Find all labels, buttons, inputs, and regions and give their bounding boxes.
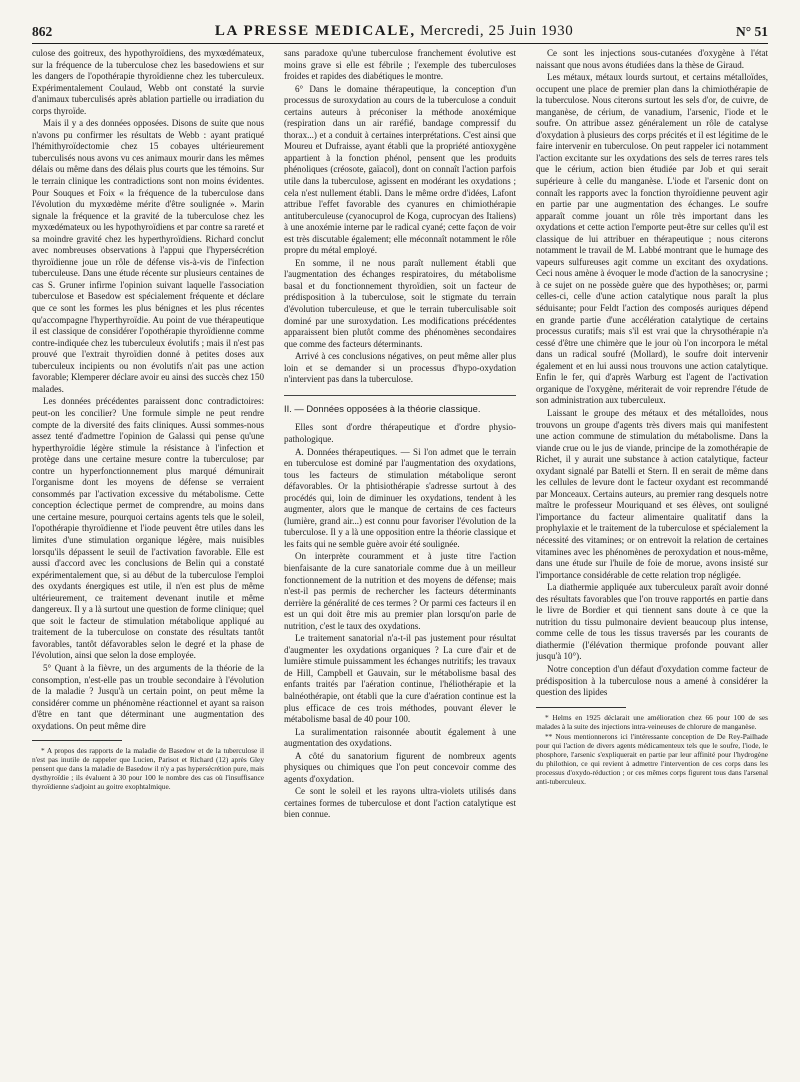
footnote-rule [536,707,626,708]
page-header [32,18,768,44]
paragraph: 5° Quant à la fièvre, un des arguments de la théorie de la consomption, n'est-elle pas un trouble secondaire à l'évolution de la maladie ? Jusqu'à un certain point, on peut même la considérer comme un phénomène réactionnel et ayant sa raison d'être en tant que déterminant une augmentation des oxydations. On peut même dire [32,662,264,731]
paragraph: Les métaux, métaux lourds surtout, et certains métalloïdes, occupent une place de premier plan dans la chimiothérapie de la tuberculose. Nous citerons surtout les sels d'or, de cuivre, de manganèse, de cérium, de vanadium, l'arsenic, l'iode et le soufre. On attribue assez généralement un rôle de catalyse d'oxydation à plusieurs des corps précités et il est légitime de le faire intervenir en tuberculose. On peut rappeler ici notamment l'action excitante sur les oxydations des sels de terres rares tels que le cérium, action bien étudiée par Job et qui serait supérieure à celle du manganèse. L'iode et l'arsenic dont on connaît les rapports avec la fonction thyroïdienne peuvent agir en partie par une augmentation des échanges. Le soufre apparaît comme jouant un rôle très important dans les oxydations et cette action l'emporte peut-être sur celles qu'il est classique de lui attribuer en thérapeutique ; nous citerons notamment le travail de M. Labbé montrant que le humage des vapeurs sulfureuses agit comme un excitant des oxydations. Ceci nous amène à évoquer le mode d'action de la sanocrysine ; à ce sujet on ne possède guère que des hypothèses; or, parmi celles-ci, celle d'une action catalytique nous paraît la plus séduisante; pour Feldt l'action des composés auriques dépend en grande partie d'une accélération catalytique de certains processus curatifs; mais s'il est vrai que la chrysothérapie n'a cessé d'être une chimère que le jour où l'on incorpora le métal dans un radical soufré (Mollard), le soufre doit intervenir également et en lui aussi nous trouvons une action catalytique. Enfin le fer, qui d'après Warburg est l'agent de l'activation organique de l'oxygène, mériterait de voir reprendre l'étude de son administration aux tuberculeux. [536,72,768,406]
journal-name: LA PRESSE MEDICALE, [214,23,416,39]
paragraph: Le traitement sanatorial n'a-t-il pas justement pour résultat d'augmenter les oxydations organiques ? La cure d'air et de lumière stimule puissamment les échanges nutritifs; les travaux de Hill, Campbell et Gauvain, sur le métabolisme basal des enfants traités par l'aération continue, l'héliothérapie et la balnéothérapie, ont établi que la cure d'aération continue est la plus efficace de ces trois méthodes, pouvant élever le métabolisme basal de 40 pour 100. [284,633,516,725]
footnote: ** Nous mentionnerons ici l'intéressante conception de De Rey-Pailhade pour qui l'action de divers agents médicamenteux tels que le soufre, l'iode, le phosphore, l'arsenic s'expliquerait en partie par leur affinité pour l'hydrogène du philothion, ce qui revient à admettre l'intervention de ces corps dans les processus d'oxydo-réduction ; or ces mêmes corps figurent tous dans l'arsenal anti-tuberculeux. [536,731,768,786]
footnote: * Helms en 1925 déclarait une amélioration chez 66 pour 100 de ses malades à la suite des injections intra-veineuses de chlorure de manganèse. [536,712,768,731]
paragraph: culose des goitreux, des hypothyroïdiens, des myxœdémateux, sur la fréquence de la tuberculose chez les basedowiens et sur les dangers de l'opothérapie thyroïdienne chez les tuberculeux. Expérimentalement Coulaud, Webb ont constaté la survie d'animaux tuberculisés après ablation partielle ou irradiation du corps thyroïde. [32,48,264,116]
issue-date: Mercredi, 25 Juin 1930 [420,23,574,39]
journal-title-line [215,23,573,40]
paragraph: A côté du sanatorium figurent de nombreux agents physiques ou chimiques que l'on peut concevoir comme des agents d'oxydation. [284,750,516,784]
section-heading: II. — Données opposées à la théorie classique. [284,395,516,415]
paragraph: Mais il y a des données opposées. Disons de suite que nous n'avons pu confirmer les résultats de Webb : ayant pratiqué l'hémithyroïdectomie chez 15 cobayes ultérieurement tuberculisés nous avons vu ces animaux mourir dans les mêmes délais ou même dans des délais plus courts que les témoins. Sur le terrain clinique les contradictions sont non moins évidentes. Pour Souques et Foix « la fréquence de la tuberculose dans l'évolution du myxœdème mérite d'être soulignée ». Marin signale la fréquence et la gravité de la tuberculose chez les myxœdémateux ou les hypothyroïdiens et par contre sa rareté et sa moindre gravité chez les hyperthyroïdiens. Richard conclut avec nombreuses observations à l'appui que l'hypersécrétion thyroïdienne joue un rôle de défense vis-à-vis de l'infection tuberculeuse. Dans une étude récente sur plusieurs centaines de cas S. Gruner infirme l'opinion suivant laquelle l'association tuberculose et Basedow est spécialement fréquente et déclare que ce sont les formes les plus bénignes et les plus récentes qu'accompagne l'hyperthyroïdie. Au point de vue thérapeutique il est classique de considérer l'opothérapie thyroïdienne comme contre-indiquée chez les tuberculeux évolutifs ; mais il n'est pas prouvé que l'extrait thyroïdien donné à petites doses aux tuberculeux incipients ou non évolutifs n'ait pas une action favorable; Klemperer déclare avoir eu ainsi des succès chez 150 malades. [32,118,264,394]
paragraph: 6° Dans le domaine thérapeutique, la conception d'un processus de suroxydation au cours de la tuberculose a conduit certains auteurs à préconiser la méthode anoxémique (respiration dans un air raréfié, bandage compressif du thorax...) et a conduit à certaines interprétations. C'est ainsi que Moureu et Dufraisse, ayant établi que la propriété antioxygène appartient à la fonction phénol, pensent que les produits phénoliques (créosote, gaïacol), dont on connaît l'action parfois utile dans la tuberculose, agissent en modérant les oxydations ; cela n'est nullement établi. Dans le même ordre d'idées, Lafont attribue l'effet favorable des cyanures en chimiothérapie antituberculeuse (cyanocuprol de Koga, cuprocyan des Italiens) à une anoxémie interne par le radical cyané; cette façon de voir est très discutable également; elle méconnaît notamment le rôle propre du métal employé. [284,83,516,256]
paragraph: Les données précédentes paraissent donc contradictoires: peut-on les concilier? Une formule simple ne peut rendre compte de la diversité des faits cliniques. Aussi sommes-nous assez tenté d'admettre l'opinion de Galassi qui pense qu'une hyperthyroïdie légère stimule la résistance à l'infection et protège dans une certaine mesure contre la tuberculose; par contre un hyperfonctionnement plus marqué démunirait l'organisme dont les moyens de défense se verraient consommés par l'activation excessive du métabolisme. Cette conception éclectique permet de comprendre, au moins dans une certaine mesure, pourquoi certains agents tels que le soleil, l'opothérapie thyroïdienne et l'iode peuvent être utiles dans les limites d'une stimulation organique légère, mais nuisibles lorsqu'ils dépassent le seuil de l'activation favorable. Elle est aussi d'accord avec les conclusions de Belin qui a constaté expérimentalement que, si au début de la tuberculose l'emploi des oxydants énergiques est utile, il n'en est plus de même ultérieurement, ce traitement devenant inutile et même dangereux. Il y a là surtout une question de forme clinique; quel que soit le facteur de stimulation métabolique appliqué au traitement de la tuberculose on constate des résultats tantôt favorables, tantôt défavorables selon le degré et la phase de l'évolution, ainsi que selon la dose employée. [32,396,264,661]
paragraph: Ce sont le soleil et les rayons ultra-violets utilisés dans certaines formes de tuberculose et dont l'action catalytique est bien connue. [284,786,516,820]
paragraph: Arrivé à ces conclusions négatives, on peut même aller plus loin et se demander si un processus d'hypo-oxydation n'intervient pas dans la tuberculose. [284,351,516,385]
paragraph: La diathermie appliquée aux tuberculeux paraît avoir donné des résultats favorables que l'on trouve rapportés en partie dans le livre de Bordier et qui tiennent sans doute à ce que la nutrition du tissu pulmonaire devient beaucoup plus intense, comme celle de tous les tissus traversés par les courants de diathermie (l'élévation thermique profonde pouvant aller jusqu'à 10°). [536,582,768,662]
column-left [32,48,264,1068]
footnote: * A propos des rapports de la maladie de Basedow et de la tuberculose il n'est pas inutile de rappeler que Lucien, Parisot et Richard (12) après Gley pensent que dans la maladie de Basedow il n'y a pas hypersécrétion pure, mais dysthyroïdie ; ils évaluent à 30 pour 100 le nombre des cas où l'insuffisance thyroïdienne s'adjoint au goitre exophtalmique. [32,746,264,792]
paragraph: La suralimentation raisonnée aboutit également à une augmentation des oxydations. [284,726,516,749]
paragraph: Ce sont les injections sous-cutanées d'oxygène à l'état naissant que nous avons étudiées dans la thèse de Giraud. [536,48,768,70]
page-number: 862 [32,24,53,39]
paragraph: En somme, il ne nous paraît nullement établi que l'augmentation des échanges respiratoires, du métabolisme basal et du fonctionnement thyroïdien, soit un facteur de prédisposition à la tuberculose, soit le stigmate du terrain d'évolution tuberculeuse, et que le terrain tuberculisable soit dominé par une suroxydation. Les modifications précédentes apparaissent bien plutôt comme des phénomènes secondaires que comme des facteurs déterminants. [284,257,516,349]
paragraph: Elles sont d'ordre thérapeutique et d'ordre physio-pathologique. [284,422,516,444]
paragraph: Notre conception d'un défaut d'oxydation comme facteur de prédisposition à la tuberculose nous a amené à considérer la question des lipides [536,663,768,698]
column-right [536,48,768,1068]
paragraph: On interprète couramment et à juste titre l'action bienfaisante de la cure sanatoriale comme due à un meilleur fonctionnement de la nutrition et des moyens de défense; mais n'est-il pas permis de rechercher les facteurs déterminants derrière la généralité de ces termes ? Or parmi ces facteurs il en est un qui doit être mis au premier plan lorsqu'on parle de nutrition, c'est le taux des oxydations. [284,551,516,631]
column-middle [284,48,516,1068]
footnote-rule [32,740,122,741]
issue-number: N° 51 [735,24,768,39]
paragraph: Laissant le groupe des métaux et des métalloïdes, nous trouvons un groupe d'agents très divers mais qui manifestent une action commune de stimulation du métabolisme. Dans la viande crue ou le jus de viande, principe de la zomothérapie de Richet, il y aurait une substance à action catalytique, facteur oxydant signalé par Batelli et Stern. Il en serait de même dans les cellules de levure dont le facteur oxydant est recommandé par Monceaux. Certains auteurs, au premier rang desquels notre maître le professeur Mouriquand et ses élèves, ont souligné l'importance du facteur alimentaire qualitatif dans la prophylaxie et le traitement de la tuberculose et spécialement la nécessité des vitamines; or on entrevoit la relation de certaines vitamines avec les phénomènes de peroxydation et nous-même, dans une étude sur l'huile de foie de morue, avons insisté sur l'importance considérable de cette relation trop négligée. [536,407,768,580]
paragraph: A. Données thérapeutiques. — Si l'on admet que le terrain en tuberculose est dominé par l'augmentation des oxydations, tous les facteurs de stimulation métabolique seront défavorables. Or la phtisiothérapie s'adresse surtout à des procédés qui, loin de diminuer les oxydations, tendent à les augmenter, alors que le manque de certains de ces facteurs (lumière, grand air...) est connu pour favoriser l'évolution de la tuberculose. Il y a là une opposition entre la théorie classique et les faits qui ne semble guère avoir été soulignée. [284,446,516,549]
paragraph: sans paradoxe qu'une tuberculose franchement évolutive est moins grave si elle est fébrile ; l'exemple des tuberculoses froides et rapides des diabétiques le montre. [284,48,516,82]
